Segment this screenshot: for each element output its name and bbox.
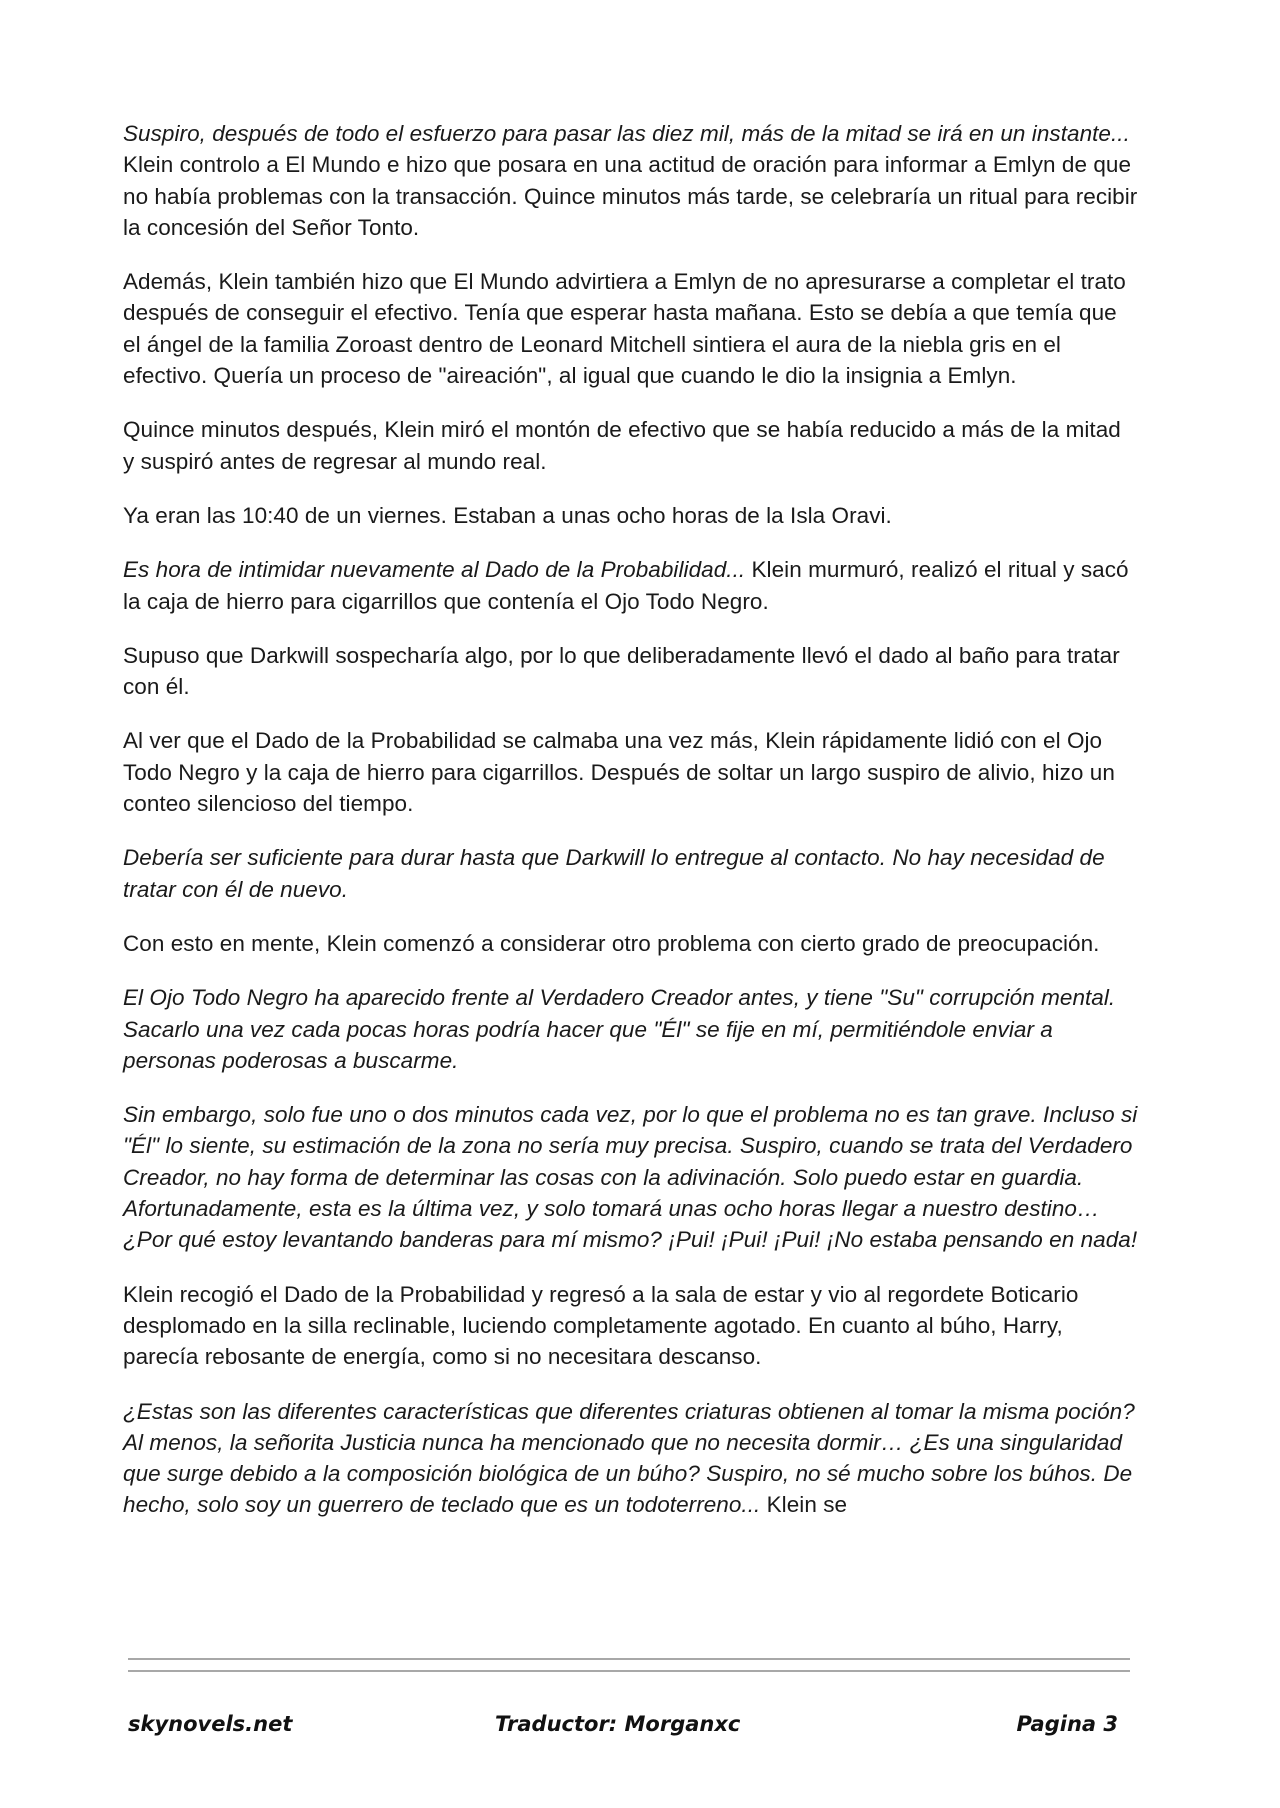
paragraph	[123, 928, 1138, 959]
text-run: Quince minutos después, Klein miró el montón de efectivo que se había reducido a más de la mitad y suspiró antes de regresar al mundo real.	[123, 417, 1121, 474]
page-footer	[128, 1712, 1130, 1746]
text-run: Klein controlo a El Mundo e hizo que posara en una actitud de oración para informar a Emlyn de que no había problemas con la transacción. Quince minutos más tarde, se celebraría un ritual para recibir la concesión del Señor Tonto.	[123, 152, 1138, 240]
footer-rule-bottom	[128, 1670, 1130, 1672]
text-run: Ya eran las 10:40 de un viernes. Estaban a unas ocho horas de la Isla Oravi.	[123, 502, 892, 528]
italic-text-run: ¿Estas son las diferentes características que diferentes criaturas obtienen al tomar la misma poción? Al menos, la señorita Justicia nunca ha mencionado que no necesita dormir… ¿Es una singularidad que surge debido a la composición biológica de un búho? Suspiro, no sé mucho sobre los búhos. De hecho, solo soy un guerrero de teclado que es un todoterreno...	[123, 1398, 1135, 1518]
paragraph	[123, 1396, 1138, 1521]
paragraph	[123, 842, 1138, 905]
italic-text-run: El Ojo Todo Negro ha aparecido frente al Verdadero Creador antes, y tiene "Su" corrupción mental. Sacarlo una vez cada pocas horas podría hacer que "Él" se fije en mí, permitiéndole enviar a personas poderosas a buscarme.	[123, 985, 1116, 1073]
text-run: Klein se	[760, 1492, 848, 1518]
text-run: Klein murmuró, realizó el ritual y sacó la caja de hierro para cigarrillos que contenía el Ojo Todo Negro.	[123, 557, 1129, 614]
footer-page-number: Pagina 3	[1016, 1712, 1118, 1736]
italic-text-run: Es hora de intimidar nuevamente al Dado de la Probabilidad...	[123, 557, 746, 583]
paragraph	[123, 640, 1138, 703]
paragraph	[123, 1279, 1138, 1373]
footer-site: skynovels.net	[128, 1712, 293, 1736]
paragraph	[123, 1099, 1138, 1255]
paragraph	[123, 266, 1138, 391]
italic-text-run: Sin embargo, solo fue uno o dos minutos cada vez, por lo que el problema no es tan grave. Incluso si "Él" lo siente, su estimación de la zona no sería muy precisa. Suspiro, cuando se trata del Verdadero Creador, no hay forma de determinar las cosas con la adivinación. Solo puedo estar en guardia. Afortunadamente, esta es la última vez, y solo tomará unas ocho horas llegar a nuestro destino… ¿Por qué estoy levantando banderas para mí mismo? ¡Pui! ¡Pui! ¡Pui! ¡No estaba pensando en nada!	[123, 1102, 1138, 1253]
paragraph	[123, 982, 1138, 1076]
italic-text-run: Debería ser suficiente para durar hasta que Darkwill lo entregue al contacto. No hay necesidad de tratar con él de nuevo.	[123, 845, 1105, 902]
text-run: Supuso que Darkwill sospecharía algo, por lo que deliberadamente llevó el dado al baño para tratar con él.	[123, 642, 1120, 700]
paragraph	[123, 500, 1138, 531]
paragraph	[123, 414, 1138, 477]
paragraph	[123, 118, 1138, 243]
footer-rule-top	[128, 1658, 1130, 1660]
text-run: Además, Klein también hizo que El Mundo advirtiera a Emlyn de no apresurarse a completar el trato después de conseguir el efectivo. Tenía que esperar hasta mañana. Esto se debía a que temía que el ángel de la familia Zoroast dentro de Leonard Mitchell sintiera el aura de la niebla gris en el efectivo. Quería un proceso de "aireación", al igual que cuando le dio la insignia a Emlyn.	[123, 269, 1126, 389]
text-run: Con esto en mente, Klein comenzó a considerar otro problema con cierto grado de preocupación.	[123, 930, 1100, 956]
document-body	[123, 118, 1138, 1544]
italic-text-run: Suspiro, después de todo el esfuerzo para pasar las diez mil, más de la mitad se irá en un instante...	[123, 121, 1130, 146]
text-run: Al ver que el Dado de la Probabilidad se calmaba una vez más, Klein rápidamente lidió con el Ojo Todo Negro y la caja de hierro para cigarrillos. Después de soltar un largo suspiro de alivio, hizo un conteo silencioso del tiempo.	[123, 728, 1115, 817]
paragraph	[123, 725, 1138, 819]
text-run: Klein recogió el Dado de la Probabilidad y regresó a la sala de estar y vio al regordete Boticario desplomado en la silla reclinable, luciendo completamente agotado. En cuanto al búho, Harry, parecía rebosante de energía, como si no necesitara descanso.	[123, 1281, 1079, 1370]
footer-translator: Traductor: Morganxc	[495, 1712, 741, 1736]
paragraph	[123, 554, 1138, 617]
